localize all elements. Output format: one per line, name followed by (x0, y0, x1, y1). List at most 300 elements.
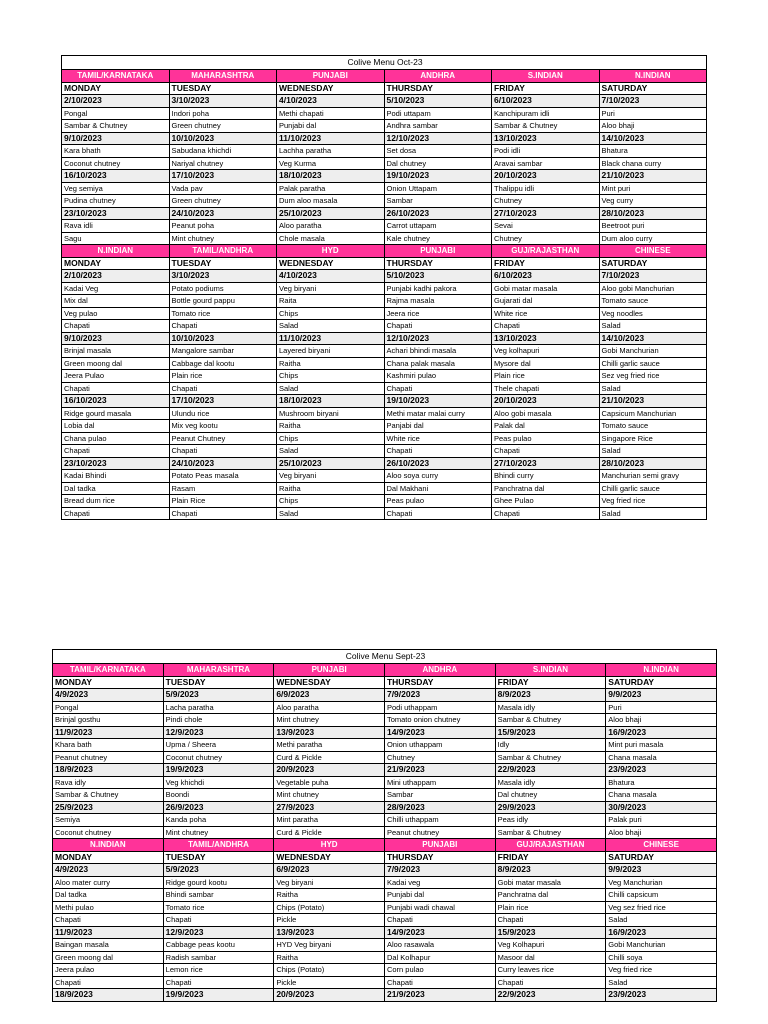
date-row-cell: 21/9/2023 (384, 989, 495, 1002)
dish-row-cell: Sambar & Chutney (492, 120, 600, 133)
dish-row-cell: Chapati (384, 976, 495, 989)
date-row (53, 989, 717, 1002)
dish-row-cell: Peanut chutney (384, 826, 495, 839)
date-row-cell: 16/10/2023 (62, 395, 170, 408)
date-row (62, 395, 707, 408)
dish-row-cell: Masala idly (495, 701, 606, 714)
date-row-cell: 27/10/2023 (492, 457, 600, 470)
dish-row-cell: Lachha paratha (277, 145, 385, 158)
dish-row-cell: Chana masala (606, 789, 717, 802)
date-row-cell: 29/9/2023 (495, 801, 606, 814)
dish-row-cell: Salad (599, 507, 707, 520)
dish-row-cell: Punjabi dal (384, 889, 495, 902)
dish-row-cell: Cabbage dal kootu (169, 357, 277, 370)
dish-row (53, 889, 717, 902)
dish-row (62, 407, 707, 420)
date-row-cell: 27/10/2023 (492, 207, 600, 220)
dish-row-cell: Pudina chutney (62, 195, 170, 208)
weekday-row-cell: SATURDAY (599, 82, 707, 95)
dish-row-cell: Methi pulao (53, 901, 164, 914)
dish-row-cell: Sambar & Chutney (495, 714, 606, 727)
dish-row (53, 914, 717, 927)
dish-row-cell: Aloo gobi masala (492, 407, 600, 420)
dish-row-cell: Raitha (274, 951, 385, 964)
dish-row-cell: Methi matar malai curry (384, 407, 492, 420)
menu-title-row (53, 650, 717, 664)
dish-row-cell: Kanchipuram idli (492, 107, 600, 120)
dish-row (62, 420, 707, 433)
dish-row-cell: Kashmiri pulao (384, 370, 492, 383)
dish-row-cell: Panchratna dal (492, 482, 600, 495)
dish-row-cell: Cabbage peas kootu (163, 939, 274, 952)
dish-row-cell: Nariyal chutney (169, 157, 277, 170)
dish-row (53, 789, 717, 802)
dish-row-cell: Manchurian semi gravy (599, 470, 707, 483)
dish-row-cell: Veg khichdi (163, 776, 274, 789)
dish-row-cell: White rice (384, 432, 492, 445)
dish-row-cell: Chana palak masala (384, 357, 492, 370)
date-row-cell: 10/10/2023 (169, 332, 277, 345)
dish-row-cell: Chips (Potato) (274, 964, 385, 977)
weekday-row (53, 851, 717, 864)
date-row-cell: 26/9/2023 (163, 801, 274, 814)
weekday-row (62, 257, 707, 270)
dish-row-cell: Chapati (62, 382, 170, 395)
dish-row (53, 951, 717, 964)
weekday-row-cell: TUESDAY (169, 257, 277, 270)
dish-row-cell: Palak puri (606, 814, 717, 827)
dish-row-cell: Green chutney (169, 120, 277, 133)
dish-row-cell: Baingan masala (53, 939, 164, 952)
date-row-cell: 4/9/2023 (53, 864, 164, 877)
dish-row-cell: Sambar & Chutney (495, 751, 606, 764)
dish-row-cell: HYD Veg biryani (274, 939, 385, 952)
dish-row-cell: Chilli capsicum (606, 889, 717, 902)
weekday-row-cell: SATURDAY (606, 851, 717, 864)
date-row (62, 132, 707, 145)
dish-row-cell: Kanda poha (163, 814, 274, 827)
dish-row-cell: Chapati (384, 445, 492, 458)
dish-row-cell: Dal tadka (53, 889, 164, 902)
dish-row-cell: Pickle (274, 914, 385, 927)
dish-row-cell: Ridge gourd masala (62, 407, 170, 420)
dish-row (53, 814, 717, 827)
dish-row (62, 432, 707, 445)
dish-row-cell: Chilli soya (606, 951, 717, 964)
dish-row-cell: Kara bhath (62, 145, 170, 158)
dish-row-cell: Veg pulao (62, 307, 170, 320)
dish-row-cell: Dal chutney (384, 157, 492, 170)
date-row-cell: 20/9/2023 (274, 764, 385, 777)
dish-row-cell: Aloo mater curry (53, 876, 164, 889)
weekday-row (53, 676, 717, 689)
region-header-row-cell: PUNJABI (384, 839, 495, 852)
weekday-row-cell: WEDNESDAY (277, 82, 385, 95)
dish-row-cell: Chapati (163, 914, 274, 927)
dish-row (62, 370, 707, 383)
dish-row (62, 220, 707, 233)
dish-row-cell: Veg Manchurian (606, 876, 717, 889)
date-row-cell: 28/10/2023 (599, 457, 707, 470)
dish-row-cell: Peanut poha (169, 220, 277, 233)
dish-row-cell: Tomato onion chutney (384, 714, 495, 727)
date-row-cell: 2/10/2023 (62, 95, 170, 108)
date-row-cell: 21/9/2023 (384, 764, 495, 777)
weekday-row-cell: TUESDAY (169, 82, 277, 95)
dish-row-cell: Peas pulao (492, 432, 600, 445)
dish-row-cell: Punjabi dal (277, 120, 385, 133)
dish-row-cell: Veg sez fried rice (606, 901, 717, 914)
weekday-row-cell: MONDAY (62, 82, 170, 95)
date-row-cell: 7/9/2023 (384, 689, 495, 702)
dish-row-cell: Mint chutney (274, 714, 385, 727)
date-row-cell: 5/10/2023 (384, 95, 492, 108)
dish-row-cell: Chapati (492, 320, 600, 333)
date-row-cell: 22/9/2023 (495, 764, 606, 777)
dish-row-cell: Raitha (277, 357, 385, 370)
region-header-row-cell: MAHARASHTRA (163, 664, 274, 677)
date-row-cell: 19/9/2023 (163, 764, 274, 777)
dish-row (53, 714, 717, 727)
dish-row-cell: Pickle (274, 976, 385, 989)
dish-row-cell: Mint chutney (274, 789, 385, 802)
date-row-cell: 13/9/2023 (274, 726, 385, 739)
date-row-cell: 7/10/2023 (599, 95, 707, 108)
dish-row (53, 901, 717, 914)
dish-row-cell: Mushroom biryani (277, 407, 385, 420)
dish-row-cell: Mix veg kootu (169, 420, 277, 433)
date-row (53, 801, 717, 814)
dish-row-cell: Chips (277, 307, 385, 320)
region-header-row (62, 70, 707, 83)
date-row-cell: 9/10/2023 (62, 132, 170, 145)
dish-row-cell: Idly (495, 739, 606, 752)
region-header-row-cell: GUJ/RAJASTHAN (492, 245, 600, 258)
dish-row-cell: Sambar (384, 789, 495, 802)
dish-row-cell: Onion Uttapam (384, 182, 492, 195)
dish-row-cell: Peanut chutney (53, 751, 164, 764)
dish-row-cell: Brinjal gosthu (53, 714, 164, 727)
dish-row-cell: Bottle gourd pappu (169, 295, 277, 308)
dish-row (53, 739, 717, 752)
region-header-row-cell: HYD (277, 245, 385, 258)
dish-row-cell: Chutney (492, 195, 600, 208)
dish-row-cell: Mint chutney (163, 826, 274, 839)
date-row (53, 726, 717, 739)
dish-row-cell: Dum aloo curry (599, 232, 707, 245)
region-header-row-cell: N.INDIAN (606, 664, 717, 677)
dish-row-cell: Plain rice (492, 370, 600, 383)
dish-row-cell: Sambar (384, 195, 492, 208)
date-row-cell: 25/10/2023 (277, 207, 385, 220)
dish-row-cell: Jeera pulao (53, 964, 164, 977)
dish-row-cell: Bhindi sambar (163, 889, 274, 902)
dish-row-cell: Rasam (169, 482, 277, 495)
date-row-cell: 15/9/2023 (495, 726, 606, 739)
date-row-cell: 25/9/2023 (53, 801, 164, 814)
date-row-cell: 28/10/2023 (599, 207, 707, 220)
dish-row-cell: Gobi matar masala (492, 282, 600, 295)
region-header-row-cell: HYD (274, 839, 385, 852)
dish-row (62, 357, 707, 370)
dish-row (53, 976, 717, 989)
dish-row-cell: Raitha (274, 889, 385, 902)
dish-row-cell: Aloo paratha (277, 220, 385, 233)
date-row-cell: 21/10/2023 (599, 395, 707, 408)
dish-row-cell: Pongal (53, 701, 164, 714)
weekday-row-cell: FRIDAY (495, 851, 606, 864)
dish-row (62, 345, 707, 358)
date-row-cell: 12/10/2023 (384, 132, 492, 145)
date-row (62, 332, 707, 345)
dish-row-cell: Curd & Pickle (274, 826, 385, 839)
date-row-cell: 6/10/2023 (492, 95, 600, 108)
dish-row-cell: Green chutney (169, 195, 277, 208)
dish-row-cell: Dal Kolhapur (384, 951, 495, 964)
dish-row-cell: Gobi Manchurian (606, 939, 717, 952)
dish-row-cell: Aloo rasawala (384, 939, 495, 952)
dish-row (62, 320, 707, 333)
dish-row-cell: Aravai sambar (492, 157, 600, 170)
date-row-cell: 19/10/2023 (384, 395, 492, 408)
dish-row-cell: Podi uthappam (384, 701, 495, 714)
dish-row-cell: Lobia dal (62, 420, 170, 433)
date-row-cell: 5/10/2023 (384, 270, 492, 283)
dish-row-cell: Panchratna dal (495, 889, 606, 902)
date-row-cell: 6/10/2023 (492, 270, 600, 283)
dish-row-cell: Plain Rice (169, 495, 277, 508)
dish-row-cell: Bhindi curry (492, 470, 600, 483)
dish-row-cell: Chapati (169, 382, 277, 395)
region-header-row-cell: CHINESE (599, 245, 707, 258)
date-row-cell: 7/10/2023 (599, 270, 707, 283)
dish-row (53, 751, 717, 764)
region-header-row (53, 664, 717, 677)
dish-row-cell: Mint paratha (274, 814, 385, 827)
date-row-cell: 20/10/2023 (492, 170, 600, 183)
date-row (53, 926, 717, 939)
dish-row (53, 876, 717, 889)
dish-row-cell: Vegetable puha (274, 776, 385, 789)
dish-row-cell: Thele chapati (492, 382, 600, 395)
date-row-cell: 9/9/2023 (606, 864, 717, 877)
dish-row-cell: Corn pulao (384, 964, 495, 977)
date-row-cell: 20/9/2023 (274, 989, 385, 1002)
weekday-row-cell: FRIDAY (492, 82, 600, 95)
dish-row-cell: Salad (606, 976, 717, 989)
date-row-cell: 26/10/2023 (384, 207, 492, 220)
dish-row-cell: Coconut chutney (53, 826, 164, 839)
date-row-cell: 25/10/2023 (277, 457, 385, 470)
dish-row-cell: Salad (277, 382, 385, 395)
date-row-cell: 15/9/2023 (495, 926, 606, 939)
date-row-cell: 11/10/2023 (277, 332, 385, 345)
dish-row-cell: Salad (277, 507, 385, 520)
dish-row-cell: Veg biryani (277, 470, 385, 483)
date-row-cell: 9/9/2023 (606, 689, 717, 702)
date-row-cell: 18/10/2023 (277, 395, 385, 408)
region-header-row-cell: ANDHRA (384, 664, 495, 677)
dish-row-cell: Sambar & Chutney (53, 789, 164, 802)
dish-row-cell: White rice (492, 307, 600, 320)
menu-title: Colive Menu Oct-23 (62, 56, 707, 70)
dish-row-cell: Kadai Bhindi (62, 470, 170, 483)
dish-row-cell: Jeera Pulao (62, 370, 170, 383)
dish-row (62, 145, 707, 158)
date-row-cell: 10/10/2023 (169, 132, 277, 145)
weekday-row (62, 82, 707, 95)
dish-row (53, 826, 717, 839)
region-header-row-cell: N.INDIAN (53, 839, 164, 852)
dish-row-cell: Chapati (169, 507, 277, 520)
dish-row (62, 282, 707, 295)
dish-row-cell: Upma / Sheera (163, 739, 274, 752)
dish-row-cell: Veg fried rice (606, 964, 717, 977)
dish-row-cell: Lemon rice (163, 964, 274, 977)
dish-row-cell: Veg semiya (62, 182, 170, 195)
dish-row-cell: Chips (277, 495, 385, 508)
dish-row (62, 295, 707, 308)
date-row-cell: 27/9/2023 (274, 801, 385, 814)
weekday-row-cell: FRIDAY (492, 257, 600, 270)
dish-row (62, 232, 707, 245)
dish-row-cell: Mint puri (599, 182, 707, 195)
region-header-row-cell: ANDHRA (384, 70, 492, 83)
date-row-cell: 12/10/2023 (384, 332, 492, 345)
region-header-row-cell: PUNJABI (384, 245, 492, 258)
dish-row (62, 507, 707, 520)
dish-row-cell: Chapati (495, 914, 606, 927)
weekday-row-cell: MONDAY (53, 851, 164, 864)
dish-row-cell: Bhatura (599, 145, 707, 158)
dish-row-cell: Ridge gourd kootu (163, 876, 274, 889)
dish-row-cell: Onion uthappam (384, 739, 495, 752)
date-row (53, 764, 717, 777)
date-row-cell: 24/10/2023 (169, 457, 277, 470)
date-row (62, 457, 707, 470)
dish-row-cell: Salad (599, 445, 707, 458)
date-row-cell: 23/10/2023 (62, 457, 170, 470)
date-row-cell: 23/9/2023 (606, 764, 717, 777)
date-row-cell: 18/9/2023 (53, 989, 164, 1002)
region-header-row-cell: TAMIL/ANDHRA (169, 245, 277, 258)
sept-menu-table (52, 649, 717, 1002)
region-header-row-cell: TAMIL/KARNATAKA (62, 70, 170, 83)
region-header-row-cell: N.INDIAN (62, 245, 170, 258)
dish-row-cell: Chutney (384, 751, 495, 764)
weekday-row-cell: WEDNESDAY (274, 676, 385, 689)
date-row-cell: 6/9/2023 (274, 689, 385, 702)
dish-row-cell: Veg biryani (277, 282, 385, 295)
date-row-cell: 3/10/2023 (169, 95, 277, 108)
dish-row-cell: Sambar & Chutney (62, 120, 170, 133)
region-header-row (53, 839, 717, 852)
dish-row (53, 939, 717, 952)
dish-row-cell: Kadai veg (384, 876, 495, 889)
date-row (53, 864, 717, 877)
date-row-cell: 20/10/2023 (492, 395, 600, 408)
menu-title: Colive Menu Sept-23 (53, 650, 717, 664)
date-row-cell: 18/10/2023 (277, 170, 385, 183)
weekday-row-cell: TUESDAY (163, 676, 274, 689)
date-row-cell: 22/9/2023 (495, 989, 606, 1002)
dish-row-cell: Dum aloo masala (277, 195, 385, 208)
dish-row-cell: Salad (277, 445, 385, 458)
dish-row-cell: Sagu (62, 232, 170, 245)
dish-row-cell: Chapati (62, 320, 170, 333)
dish-row-cell: Chapati (495, 976, 606, 989)
dish-row-cell: Radish sambar (163, 951, 274, 964)
date-row-cell: 30/9/2023 (606, 801, 717, 814)
dish-row-cell: Coconut chutney (163, 751, 274, 764)
date-row-cell: 16/9/2023 (606, 926, 717, 939)
dish-row-cell: Palak dal (492, 420, 600, 433)
dish-row-cell: Green moong dal (53, 951, 164, 964)
dish-row-cell: Puri (606, 701, 717, 714)
date-row-cell: 4/10/2023 (277, 95, 385, 108)
dish-row-cell: Aloo bhaji (606, 826, 717, 839)
dish-row-cell: Semiya (53, 814, 164, 827)
weekday-row-cell: THURSDAY (384, 257, 492, 270)
dish-row (53, 776, 717, 789)
date-row (62, 95, 707, 108)
dish-row-cell: Chutney (492, 232, 600, 245)
dish-row-cell: Indori poha (169, 107, 277, 120)
date-row-cell: 16/9/2023 (606, 726, 717, 739)
date-row-cell: 14/10/2023 (599, 132, 707, 145)
region-header-row-cell: TAMIL/ANDHRA (163, 839, 274, 852)
dish-row-cell: Aloo soya curry (384, 470, 492, 483)
dish-row-cell: Khara bath (53, 739, 164, 752)
dish-row (53, 964, 717, 977)
dish-row-cell: Raitha (277, 482, 385, 495)
dish-row-cell: Boondi (163, 789, 274, 802)
dish-row (53, 701, 717, 714)
dish-row-cell: Dal chutney (495, 789, 606, 802)
date-row-cell: 28/9/2023 (384, 801, 495, 814)
dish-row-cell: Sez veg fried rice (599, 370, 707, 383)
dish-row-cell: Mangalore sambar (169, 345, 277, 358)
dish-row-cell: Veg curry (599, 195, 707, 208)
dish-row-cell: Sabudana khichdi (169, 145, 277, 158)
dish-row-cell: Chana pulao (62, 432, 170, 445)
region-header-row-cell: TAMIL/KARNATAKA (53, 664, 164, 677)
dish-row-cell: Mix dal (62, 295, 170, 308)
dish-row-cell: Methi paratha (274, 739, 385, 752)
region-header-row-cell: GUJ/RAJASTHAN (495, 839, 606, 852)
dish-row (62, 382, 707, 395)
dish-row-cell: Chilli uthappam (384, 814, 495, 827)
dish-row-cell: Aloo bhaji (606, 714, 717, 727)
weekday-row-cell: WEDNESDAY (277, 257, 385, 270)
dish-row-cell: Peas idly (495, 814, 606, 827)
dish-row-cell: Chapati (384, 320, 492, 333)
date-row-cell: 12/9/2023 (163, 926, 274, 939)
date-row-cell: 13/10/2023 (492, 332, 600, 345)
weekday-row-cell: MONDAY (62, 257, 170, 270)
dish-row-cell: Capsicum Manchurian (599, 407, 707, 420)
dish-row-cell: Rava idli (62, 220, 170, 233)
dish-row-cell: Rajma masala (384, 295, 492, 308)
date-row-cell: 3/10/2023 (169, 270, 277, 283)
dish-row-cell: Curd & Pickle (274, 751, 385, 764)
dish-row-cell: Gobi Manchurian (599, 345, 707, 358)
date-row-cell: 26/10/2023 (384, 457, 492, 470)
dish-row (62, 307, 707, 320)
dish-row-cell: Jeera rice (384, 307, 492, 320)
region-header-row-cell: PUNJABI (274, 664, 385, 677)
dish-row-cell: Veg Kolhapuri (495, 939, 606, 952)
